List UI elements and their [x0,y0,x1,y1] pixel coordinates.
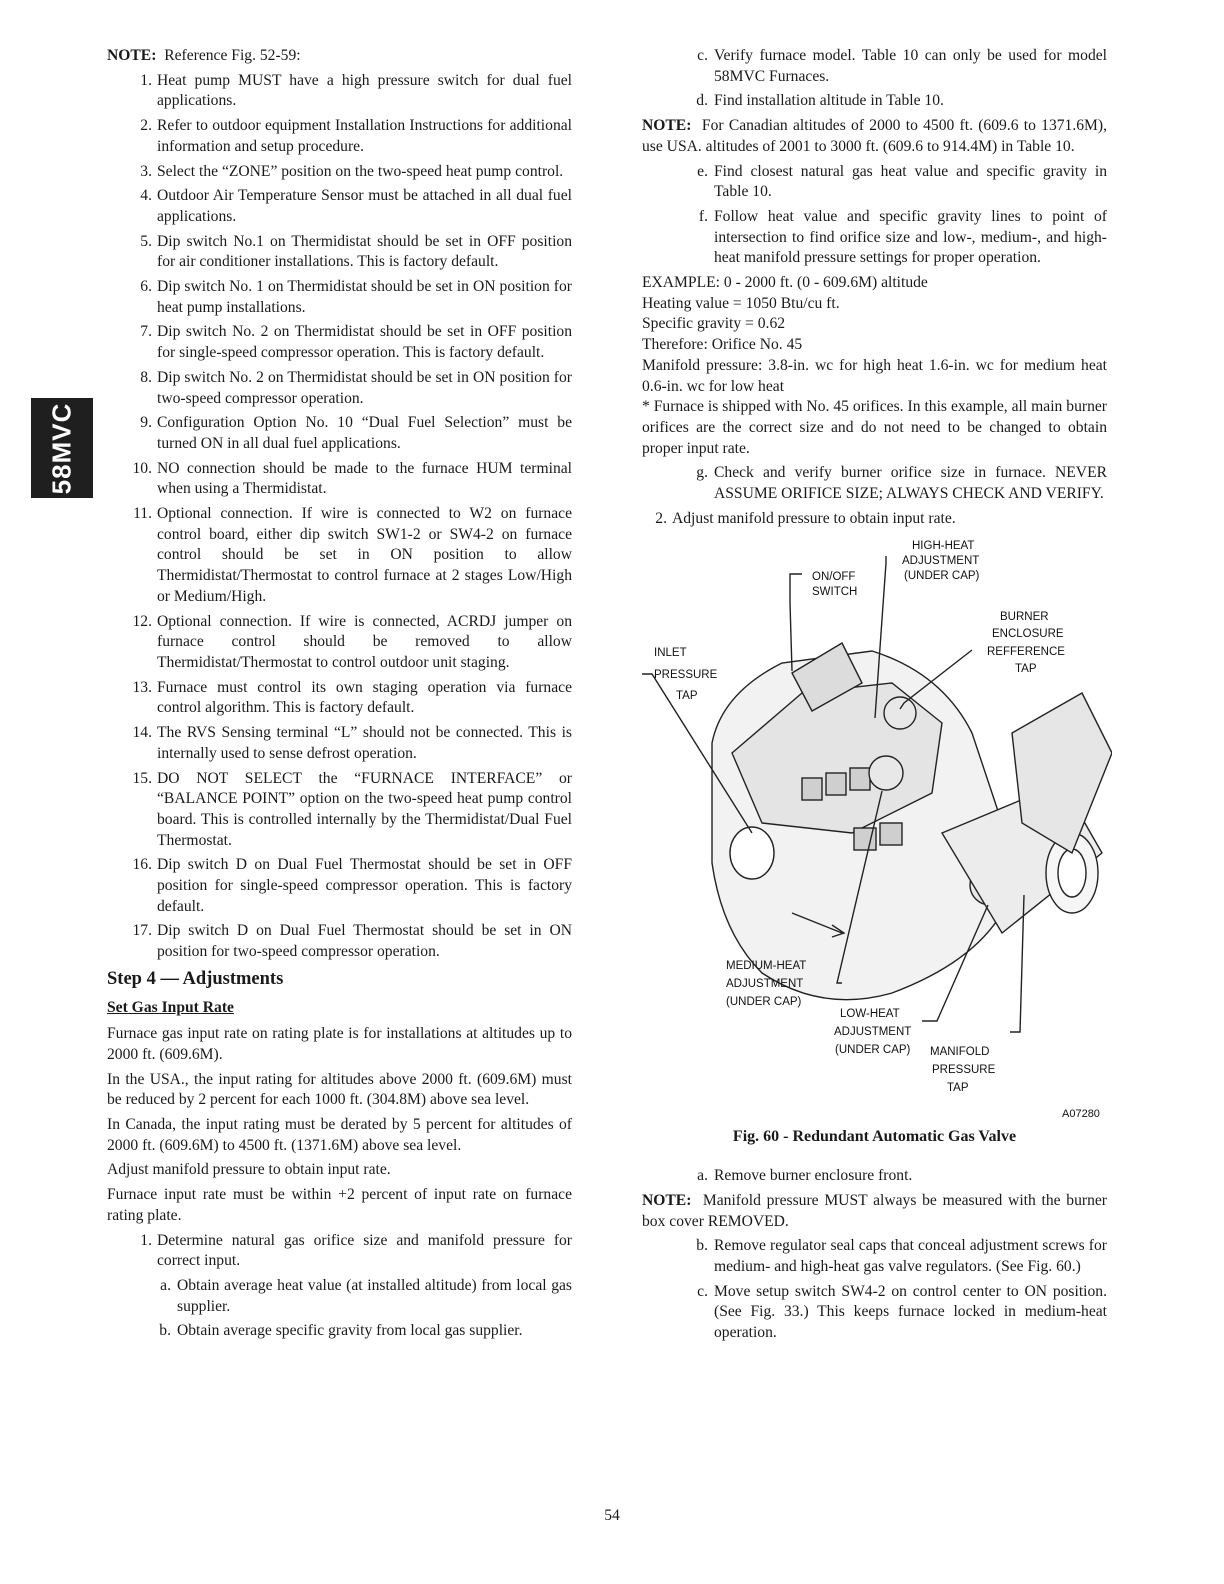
list-item: 5. Dip switch No.1 on Thermidistat should be set in OFF position for air conditioner installations. This is factory default. [140,232,572,271]
dual-fuel-checklist [107,71,572,963]
manifold-label-1: MANIFOLD [930,1046,990,1059]
manifold-label-3: TAP [947,1082,969,1095]
on-off-label-2: SWITCH [812,586,858,599]
paragraph: In the USA., the input rating for altitudes above 2000 ft. (609.6M) must be reduced by 2 percent for each 1000 ft. (304.8M) above sea level. [107,1070,572,1109]
burner-label-2: ENCLOSURE [992,628,1064,641]
inlet-label-3: TAP [676,690,698,703]
sub-step: a. Obtain average heat value (at installed altitude) from local gas supplier. [160,1276,572,1315]
note-label: NOTE: [107,47,157,64]
list-item: 14. The RVS Sensing terminal “L” should not be connected. This is internally used to sense defrost operation. [132,724,572,762]
paragraph: Furnace input rate must be within +2 percent of input rate on furnace rating plate. [107,1186,572,1224]
medium-heat-label-2: ADJUSTMENT [726,978,804,991]
paragraph: In Canada, the input rating must be derated by 5 percent for altitudes of 2000 ft. (609.6M) to 4500 ft. (1371.6M) above sea level. [107,1116,572,1154]
manifold-label-2: PRESSURE [932,1064,996,1077]
sub-step: f. Follow heat value and specific gravity lines to point of intersection to find orifice size and low-, medium-, and high-heat manifold pressure settings for proper operation. [698,207,1107,267]
note-label: NOTE: [642,1191,692,1209]
example-line: EXAMPLE: 0 - 2000 ft. (0 - 609.6M) altitude [642,274,928,292]
burner-label-3: REFFERENCE [987,646,1065,659]
example-line: Therefore: Orifice No. 45 [642,336,803,354]
high-heat-cap [884,697,916,729]
note-label: NOTE: [642,117,692,135]
procedure-step: 2. Adjust manifold pressure to obtain input rate. [655,509,956,527]
figure-code: A07280 [1062,1108,1100,1121]
low-heat-label-2: ADJUSTMENT [834,1026,912,1039]
high-heat-label-1: HIGH-HEAT [912,540,975,553]
list-item: 8. Dip switch No. 2 on Thermidistat should be set in ON position for two-speed compressor operation. [140,368,572,407]
note-text: For Canadian altitudes of 2000 to 4500 ft. (609.6 to 1371.6M), use USA. altitudes of 2001 to 3000 ft. (609.6 to 914.4M) in Table 10. [642,117,1107,155]
example-line: Heating value = 1050 Btu/cu ft. [642,294,840,312]
note-text: Manifold pressure MUST always be measured with the burner box cover REMOVED. [642,1191,1107,1230]
right-column [642,46,1107,1348]
sub-step: c. Move setup switch SW4-2 on control center to ON position. (See Fig. 33.) This keeps furnace locked in medium-heat operation. [697,1282,1107,1342]
note-text: Reference Fig. 52-59: [164,47,301,64]
high-heat-label-2: ADJUSTMENT [902,555,980,568]
list-item: 6. Dip switch No. 1 on Thermidistat should be set in ON position for heat pump installations. [140,278,572,316]
list-item: 7. Dip switch No. 2 on Thermidistat should be set in OFF position for single-speed compressor operation. This is factory default. [140,323,572,362]
figure-caption: Fig. 60 - Redundant Automatic Gas Valve [732,1128,1017,1146]
paragraph: Adjust manifold pressure to obtain input rate. [107,1161,391,1179]
list-item: 10. NO connection should be made to the furnace HUM terminal when using a Thermidistat. [132,459,572,498]
medium-heat-label-3: (UNDER CAP) [726,996,802,1009]
procedure-step-list [107,1231,572,1272]
burner-label-1: BURNER [1000,611,1049,624]
list-item: 17. Dip switch D on Dual Fuel Thermostat should be set in ON position for two-speed compressor operation. [132,922,572,961]
inlet-label-1: INLET [654,647,687,660]
left-column [107,46,572,1346]
procedure-step: 1. Determine natural gas orifice size and manifold pressure for correct input. [140,1231,572,1270]
list-item: 12. Optional connection. If wire is connected, ACRDJ jumper on furnace control should be removed to allow Thermidistat/Thermostat to control outdoor unit staging. [132,612,572,671]
sub-step: g. Check and verify burner orifice size in furnace. NEVER ASSUME ORIFICE SIZE; ALWAYS CHECK AND VERIFY. [696,464,1107,503]
list-item: 13. Furnace must control its own staging operation via furnace control algorithm. This is factory default. [132,678,572,717]
burner-label-4: TAP [1015,663,1037,676]
list-item: 2. Refer to outdoor equipment Installation Instructions for additional information and setup procedure. [140,117,572,155]
sub-step: b. Obtain average specific gravity from local gas supplier. [159,1322,523,1340]
step-heading: Step 4 — Adjustments [107,968,284,989]
low-heat-label-3: (UNDER CAP) [835,1044,911,1057]
list-item: 16. Dip switch D on Dual Fuel Thermostat should be set in OFF position for single-speed compressor operation. This is factory default. [132,856,572,915]
gas-valve-illustration [642,533,1112,1123]
gas-valve-figure [642,533,1112,1123]
high-heat-label-3: (UNDER CAP) [904,570,980,583]
sub-step: a. Remove burner enclosure front. [697,1167,913,1185]
list-item: 4. Outdoor Air Temperature Sensor must be attached in all dual fuel applications. [140,187,572,225]
note-manifold-pressure [642,1191,1107,1232]
page-number: 54 [604,1507,620,1524]
side-tab [31,398,93,498]
inlet-label-2: PRESSURE [654,669,718,682]
sub-step: c. Verify furnace model. Table 10 can only be used for model 58MVC Furnaces. [697,47,1107,85]
list-item: 3. Select the “ZONE” position on the two-speed heat pump control. [140,162,564,180]
low-heat-label-1: LOW-HEAT [840,1008,900,1021]
list-item: 11. Optional connection. If wire is connected to W2 on furnace control board, either dip switch SW1-2 or SW4-2 on furnace control should be set in ON position to allow Thermidistat/Thermostat to control furnace at 2 stages Low/High or Medium/High. [133,505,572,605]
medium-heat-cap [869,756,903,790]
list-item: 15. DO NOT SELECT the “FURNACE INTERFACE” or “BALANCE POINT” option on the two-speed heat pump control board. This is controlled internally by the Thermidistat/Dual Fuel Thermostat. [132,769,572,849]
list-item: 9. Configuration Option No. 10 “Dual Fuel Selection” must be turned ON in all dual fuel applications. [140,414,572,452]
example-block [642,273,1107,459]
paragraph: Furnace gas input rate on rating plate is for installations at altitudes up to 2000 ft. (609.6M). [107,1025,572,1063]
sub-step: d. Find installation altitude in Table 10. [696,92,944,110]
note-canadian-altitudes [642,116,1107,157]
on-off-label-1: ON/OFF [812,571,856,584]
sub-step: b. Remove regulator seal caps that conceal adjustment screws for medium- and high-heat gas valve regulators. (See Fig. 60.) [696,1237,1107,1275]
example-line: Manifold pressure: 3.8-in. wc for high heat 1.6-in. wc for medium heat 0.6-in. wc for low heat [642,356,1107,395]
section-subheading: Set Gas Input Rate [107,998,234,1016]
example-line: Specific gravity = 0.62 [642,315,786,333]
note-reference [107,46,572,67]
side-tab-label: 58MVC [46,402,77,494]
sub-step: e. Find closest natural gas heat value and specific gravity in Table 10. [697,162,1107,201]
medium-heat-label-1: MEDIUM-HEAT [726,960,807,973]
example-line: * Furnace is shipped with No. 45 orifices. In this example, all main burner orifices are the correct size and do not need to be changed to obtain proper input rate. [642,398,1107,457]
list-item: 1. Heat pump MUST have a high pressure switch for dual fuel applications. [140,71,572,110]
procedure-step-list [622,509,1107,530]
